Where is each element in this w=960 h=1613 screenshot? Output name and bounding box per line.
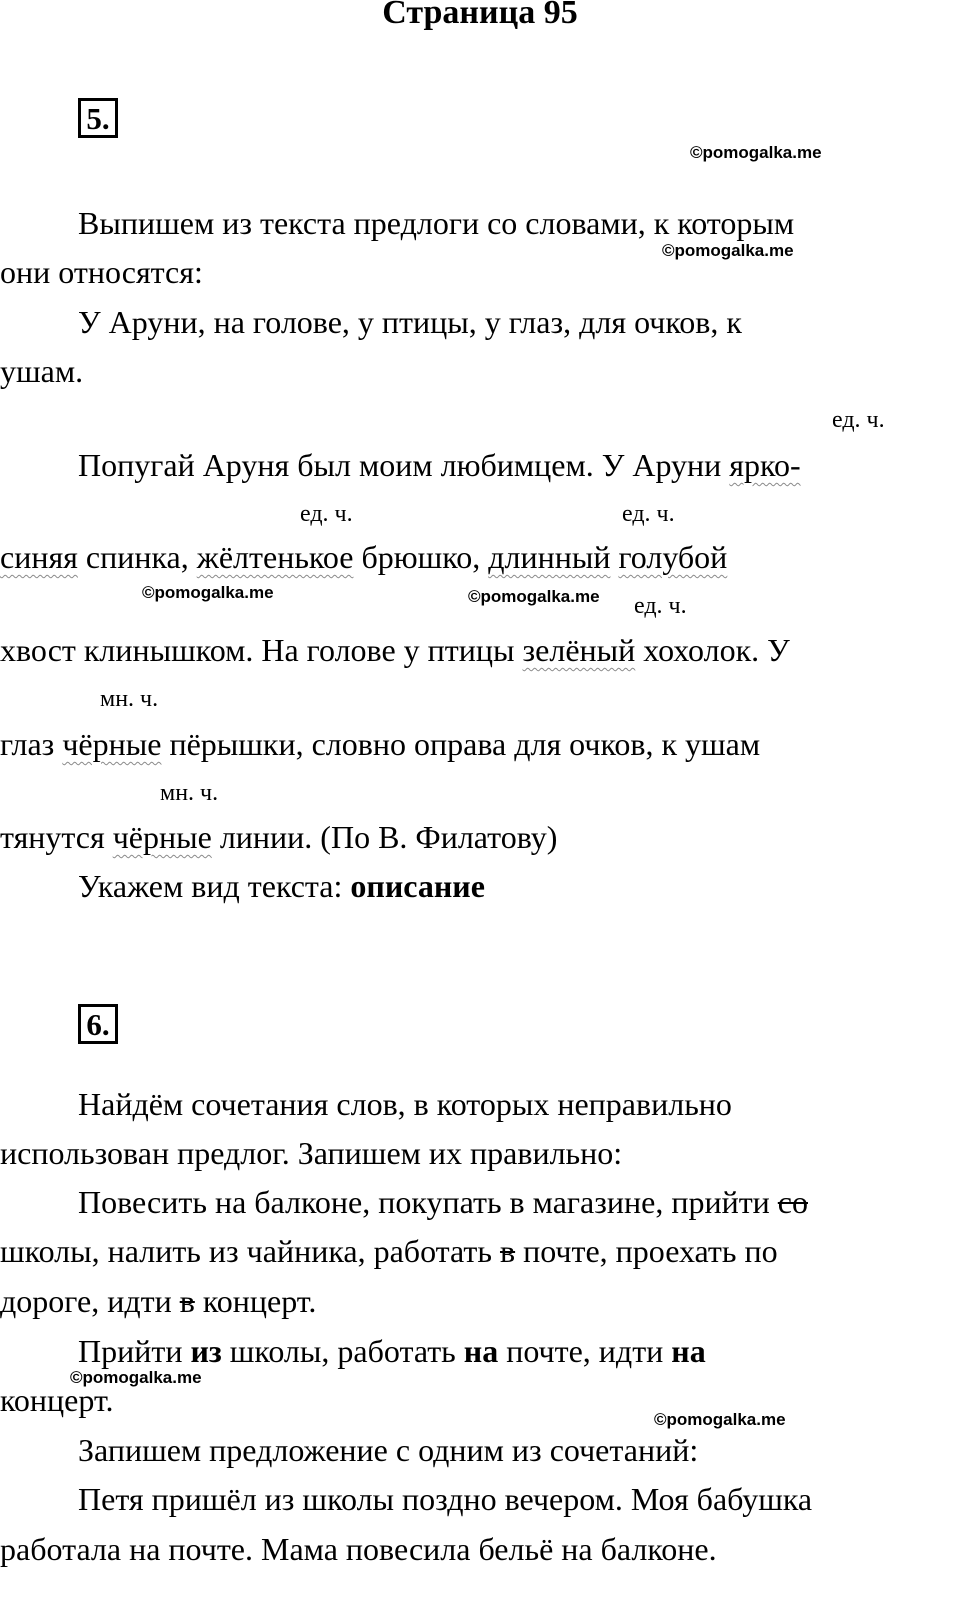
task-6-number: 6. — [86, 1007, 110, 1042]
underlined-adjective: ярко- — [729, 447, 801, 483]
text-fragment: хвост клинышком. На голове у птицы — [0, 632, 523, 668]
list-line-3 — [0, 1281, 316, 1321]
task-5-number-box — [78, 98, 118, 138]
text-type-line — [78, 866, 485, 906]
text-fragment: школы, работать — [221, 1333, 464, 1369]
underlined-adjective: зелёный — [522, 632, 636, 668]
annotation-singular: ед. ч. — [300, 501, 353, 527]
annotation-plural: мн. ч. — [160, 780, 219, 806]
text-fragment: тянутся — [0, 819, 113, 855]
underlined-adjective: синяя — [0, 539, 78, 575]
text-fragment: почте, проехать по — [515, 1233, 778, 1269]
crossed-out-preposition: со — [777, 1184, 808, 1220]
task-5-answer-line-2: ушам. — [0, 353, 84, 389]
text-line-5 — [0, 817, 557, 857]
underlined-adjective: жёлтенькое — [196, 539, 354, 575]
text-line-4 — [0, 724, 760, 764]
task-6-number-box — [78, 1004, 118, 1044]
underlined-adjective: длинный — [488, 539, 611, 575]
annotation-singular: ед. ч. — [832, 407, 885, 433]
task-5-answer-line-1: У Аруни, на голове, у птицы, у глаз, для очков, к — [78, 304, 742, 340]
corrected-preposition: из — [190, 1333, 222, 1369]
text-fragment: школы, налить из чайника, работать — [0, 1233, 500, 1269]
text-line-2 — [0, 537, 727, 577]
task-5-number: 5. — [86, 101, 110, 136]
page-title: Страница 95 — [382, 0, 578, 31]
corrected-line-2: концерт. — [0, 1382, 114, 1418]
text-type-value: описание — [350, 868, 485, 904]
list-line-2 — [0, 1231, 778, 1271]
text-fragment: Попугай Аруня был моим любимцем. У Аруни — [78, 447, 730, 483]
watermark: ©pomogalka.me — [142, 583, 274, 602]
text-fragment: пёрышки, словно оправа для очков, к ушам — [161, 726, 761, 762]
annotation-singular: ед. ч. — [622, 501, 675, 527]
crossed-out-preposition: в — [499, 1233, 516, 1269]
underlined-adjective: голубой — [618, 539, 728, 575]
task-6-intro-line-1: Найдём сочетания слов, в которых неправильно — [78, 1086, 732, 1122]
sentences-line-1: Петя пришёл из школы поздно вечером. Моя бабушка — [78, 1481, 813, 1517]
list-line-1 — [78, 1182, 808, 1222]
watermark: ©pomogalka.me — [654, 1410, 786, 1429]
sentences-line-2: работала на почте. Мама повесила бельё на балконе. — [0, 1531, 717, 1567]
watermark: ©pomogalka.me — [468, 587, 600, 606]
task-6-intro-line-2: использован предлог. Запишем их правильно: — [0, 1135, 623, 1171]
corrected-preposition: на — [463, 1333, 499, 1369]
text-fragment: Прийти — [78, 1333, 191, 1369]
text-fragment: спинка, — [77, 539, 197, 575]
watermark: ©pomogalka.me — [690, 143, 822, 162]
text-fragment: глаз — [0, 726, 63, 762]
corrected-line-1 — [78, 1331, 706, 1371]
text-line-3 — [0, 630, 790, 670]
text-fragment: линии. (По В. Филатову) — [211, 819, 558, 855]
task-5-intro-line-1: Выпишем из текста предлоги со словами, к которым — [78, 205, 795, 241]
text-fragment: концерт. — [194, 1283, 317, 1319]
sentence-intro: Запишем предложение с одним из сочетаний: — [78, 1432, 699, 1468]
text-fragment: брюшко, — [353, 539, 489, 575]
task-5-intro-line-2: они относятся: — [0, 254, 203, 290]
corrected-preposition: на — [671, 1333, 706, 1369]
watermark: ©pomogalka.me — [662, 241, 794, 260]
underlined-adjective: чёрные — [62, 726, 162, 762]
watermark: ©pomogalka.me — [70, 1368, 202, 1387]
crossed-out-preposition: в — [179, 1283, 195, 1319]
annotation-plural: мн. ч. — [100, 686, 159, 712]
text-fragment: Повесить на балконе, покупать в магазине, прийти — [78, 1184, 778, 1220]
text-fragment: почте, идти — [498, 1333, 672, 1369]
text-line-1 — [78, 445, 801, 485]
text-fragment: хохолок. У — [635, 632, 790, 668]
text-fragment: дороге, идти — [0, 1283, 180, 1319]
underlined-adjective: чёрные — [112, 819, 212, 855]
text-type-label: Укажем вид текста: — [78, 868, 351, 904]
annotation-singular: ед. ч. — [634, 593, 687, 619]
